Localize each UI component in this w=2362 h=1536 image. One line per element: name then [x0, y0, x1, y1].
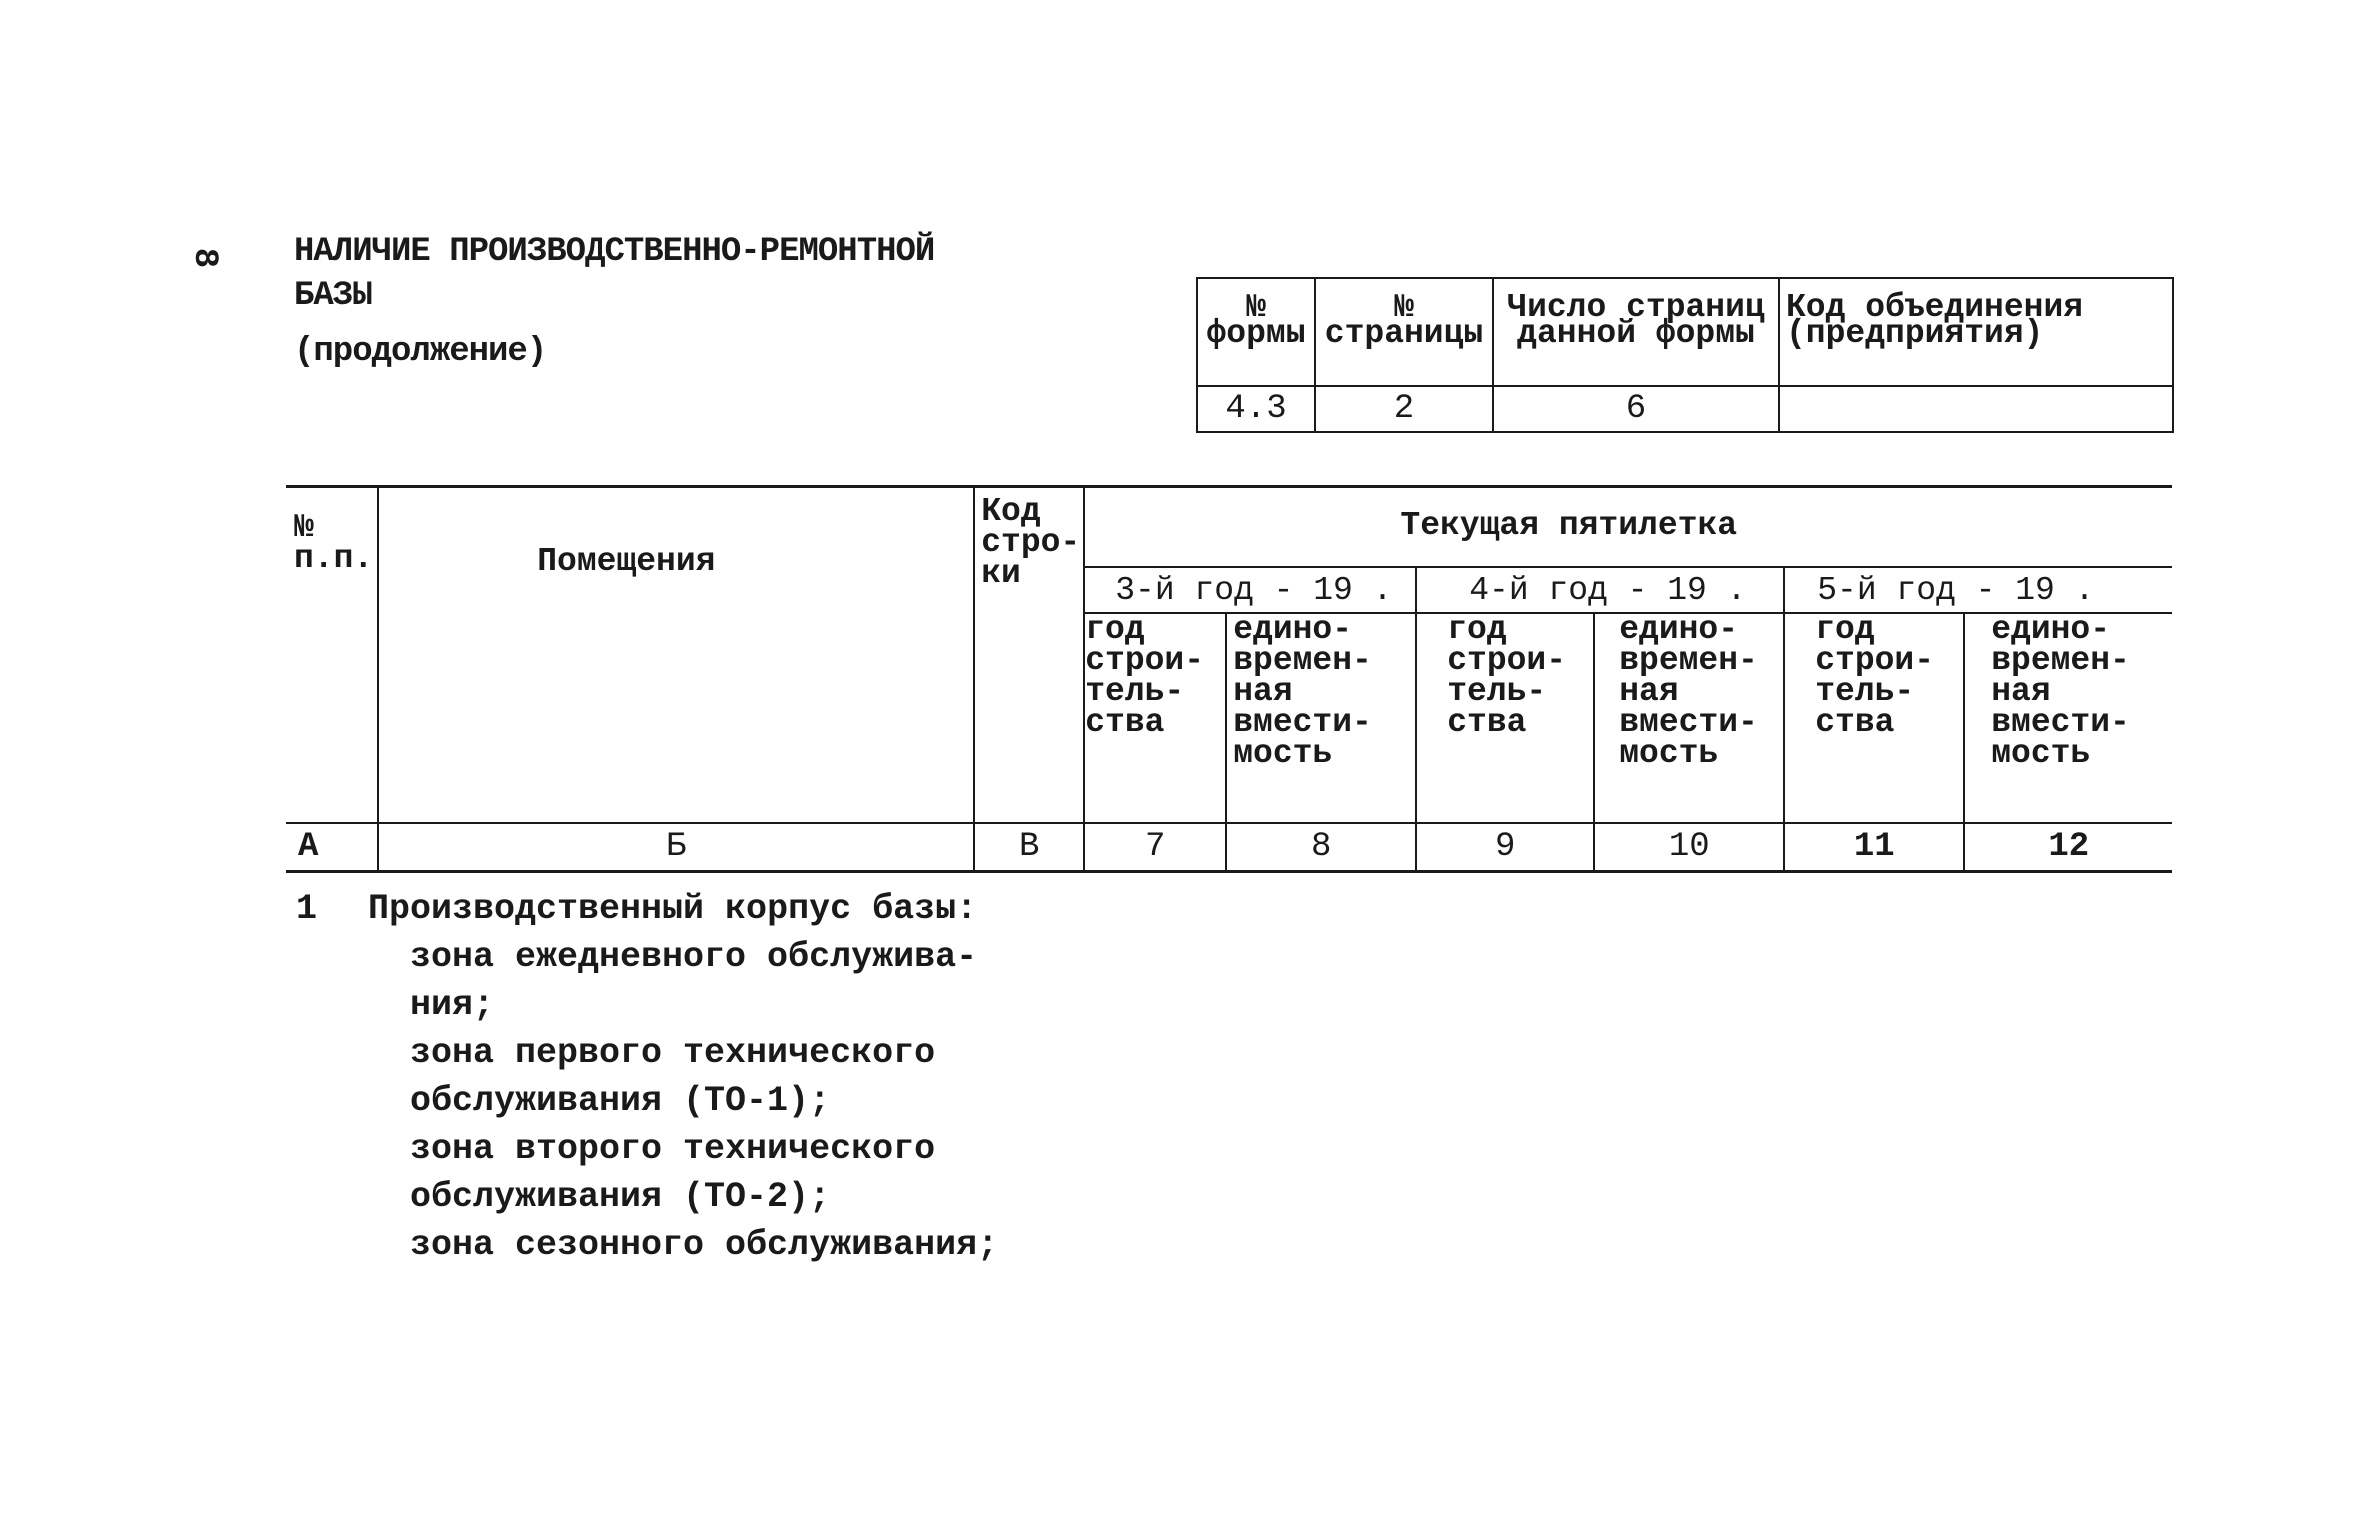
column-number-a: А: [286, 823, 378, 872]
form-number-value: 4.3: [1197, 386, 1315, 432]
title-continuation: (продолжение): [294, 333, 547, 371]
header-line: Код объединения: [1786, 289, 2084, 326]
list-item: зона ежедневного обслужива-: [410, 937, 978, 977]
column-number-12: 12: [1964, 823, 2172, 872]
list-item: зона второго технического: [410, 1129, 936, 1169]
column-number-10: 10: [1594, 823, 1784, 872]
page-count-value: 6: [1493, 386, 1779, 432]
header-line: №: [1394, 289, 1414, 326]
premises-table: [286, 485, 2172, 873]
header-line: Число страниц: [1507, 289, 1765, 326]
list-item: зона сезонного обслуживания;: [410, 1225, 999, 1265]
year-5-header: 5-й год - 19 .: [1784, 567, 2172, 613]
column-number-v: В: [974, 823, 1084, 872]
header-line: п.п.: [294, 540, 374, 577]
document-title: [294, 230, 934, 318]
list-item: обслуживания (ТО-1);: [410, 1081, 831, 1121]
form-number-header: [1197, 278, 1315, 386]
year-4-header: 4-й год - 19 .: [1416, 567, 1784, 613]
year-4-capacity-header: едино- времен- ная вмести- мость: [1594, 613, 1784, 823]
header-line: страницы: [1324, 315, 1484, 352]
column-number-7: 7: [1084, 823, 1226, 872]
column-number-9: 9: [1416, 823, 1594, 872]
title-line-2: БАЗЫ: [294, 277, 372, 315]
header-line: №: [294, 509, 314, 546]
page-number-header: [1315, 278, 1493, 386]
list-items: [410, 933, 998, 1269]
col-room-header: [378, 487, 974, 824]
form-info-table: [1196, 277, 2174, 433]
header-line: Текущая пятилетка: [1400, 507, 1738, 544]
header-line: ки: [981, 555, 1021, 592]
header-line: Помещения: [537, 543, 716, 580]
year-3-capacity-header: едино- времен- ная вмести- мость: [1226, 613, 1416, 823]
list-item: обслуживания (ТО-2);: [410, 1177, 831, 1217]
page-number: 8: [185, 247, 223, 269]
year-3-construction-header: год строи- тель- ства: [1084, 613, 1226, 823]
current-five-year-plan-header: [1084, 487, 2172, 568]
column-number-b: Б: [378, 823, 974, 872]
list-index: 1: [296, 889, 318, 929]
col-number-header: [286, 487, 378, 824]
header-line: стро-: [981, 524, 1081, 561]
col-code-header: [974, 487, 1084, 824]
list-heading: Производственный корпус базы:: [368, 889, 978, 929]
year-5-capacity-header: едино- времен- ная вмести- мость: [1964, 613, 2172, 823]
list-item: ния;: [410, 985, 495, 1025]
page-number-value: 2: [1315, 386, 1493, 432]
header-line: Код: [981, 493, 1041, 530]
column-number-8: 8: [1226, 823, 1416, 872]
year-5-construction-header: год строи- тель- ства: [1784, 613, 1964, 823]
title-line-1: НАЛИЧИЕ ПРОИЗВОДСТВЕННО-РЕМОНТНОЙ: [294, 233, 935, 271]
page-count-header: [1493, 278, 1779, 386]
column-number-11: 11: [1784, 823, 1964, 872]
year-4-construction-header: год строи- тель- ства: [1416, 613, 1594, 823]
association-code-value: [1779, 386, 2173, 432]
year-3-header: 3-й год - 19 .: [1084, 567, 1416, 613]
list-item: зона первого технического: [410, 1033, 936, 1073]
header-line: данной формы: [1517, 315, 1755, 352]
header-line: (предприятия): [1786, 315, 2044, 352]
header-line: формы: [1206, 315, 1306, 352]
association-code-header: [1779, 278, 2173, 386]
header-line: №: [1246, 289, 1266, 326]
